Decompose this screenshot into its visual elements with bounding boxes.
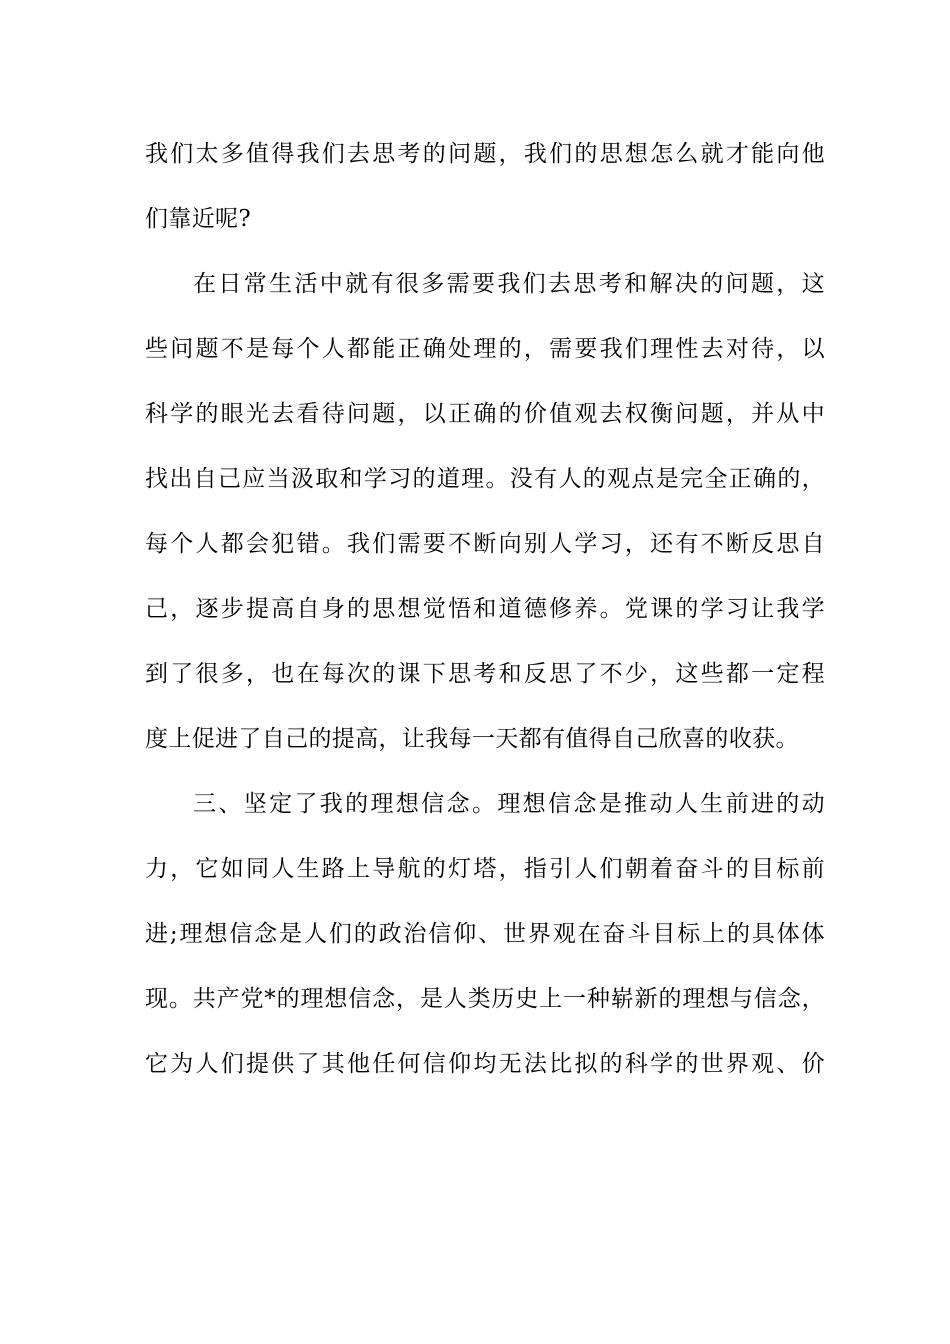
paragraph-first-line: 三、坚定了我的理想信念。理想信念是推动人生前进的动: [193, 791, 825, 817]
body-text: [145, 128, 825, 1103]
text-line: 力，它如同人生路上导航的灯塔，指引人们朝着奋斗的目标前: [145, 856, 825, 882]
text-line: 些问题不是每个人都能正确处理的，需要我们理性去对待，以: [145, 336, 825, 362]
paragraph-first-line: 在日常生活中就有很多需要我们去思考和解决的问题，这: [193, 271, 825, 297]
text-line: 度上促进了自己的提高，让我每一天都有值得自己欣喜的收获。: [145, 726, 799, 752]
text-line: 科学的眼光去看待问题，以正确的价值观去权衡问题，并从中: [145, 401, 825, 427]
text-line: 们靠近呢?: [145, 206, 252, 232]
text-line: 找出自己应当汲取和学习的道理。没有人的观点是完全正确的，: [145, 466, 825, 492]
text-line: 己，逐步提高自身的思想觉悟和道德修养。党课的学习让我学: [145, 596, 825, 622]
text-line: 现。共产党*的理想信念，是人类历史上一种崭新的理想与信念，: [145, 986, 825, 1012]
text-line: 我们太多值得我们去思考的问题，我们的思想怎么就才能向他: [145, 141, 825, 167]
text-line: 它为人们提供了其他任何信仰均无法比拟的科学的世界观、价: [145, 1051, 825, 1077]
text-line: 到了很多，也在每次的课下思考和反思了不少，这些都一定程: [145, 661, 825, 687]
text-line: 进;理想信念是人们的政治信仰、世界观在奋斗目标上的具体体: [145, 921, 825, 947]
text-line: 每个人都会犯错。我们需要不断向别人学习，还有不断反思自: [145, 531, 825, 557]
